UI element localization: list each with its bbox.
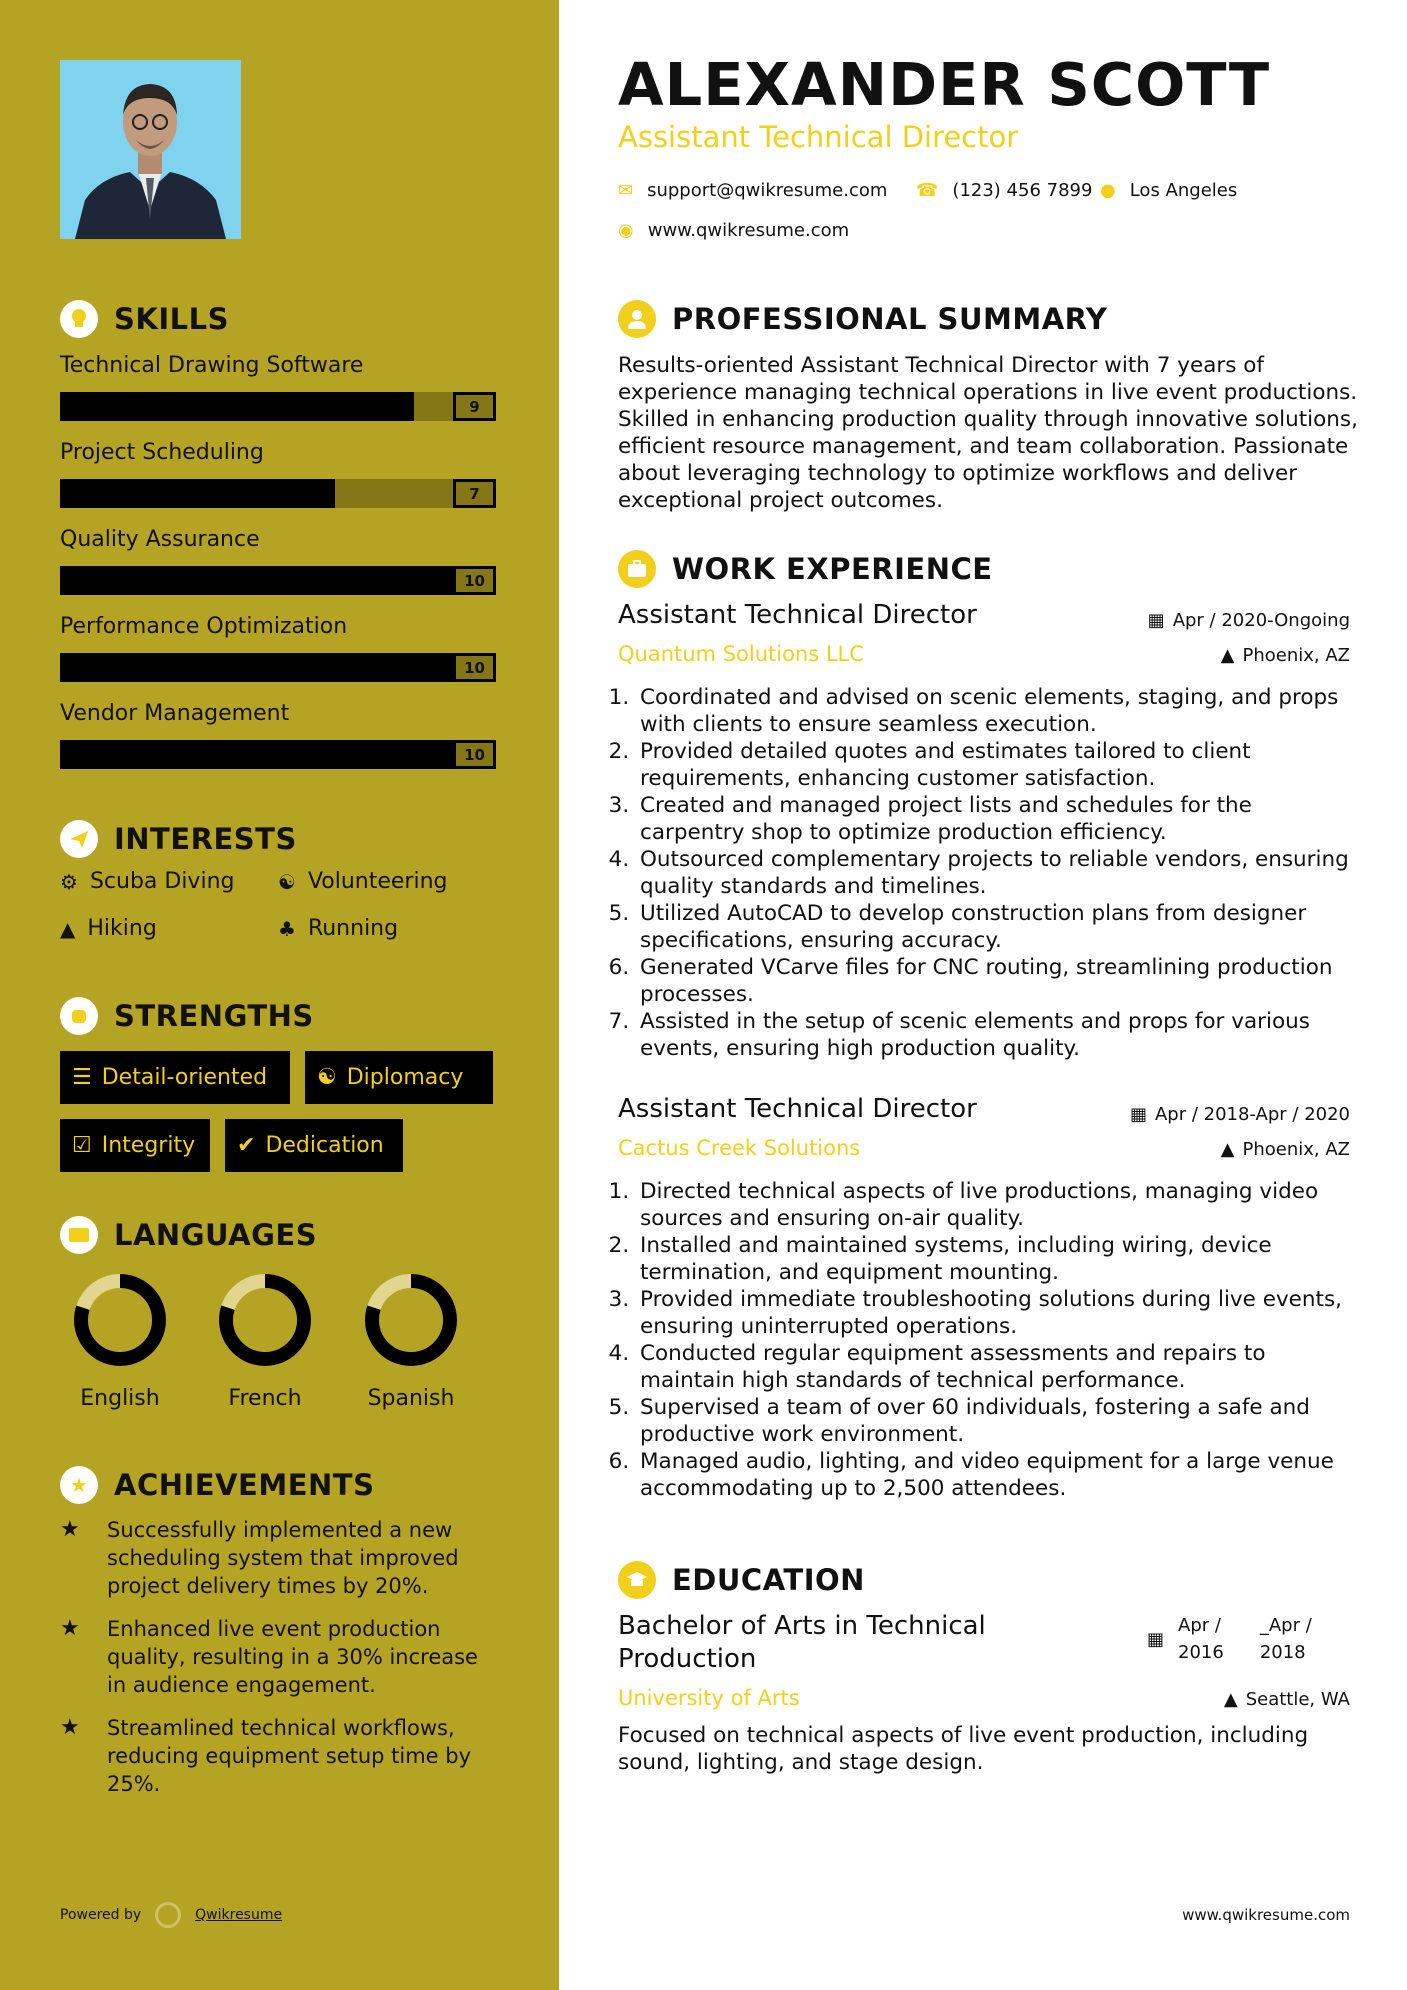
job-bullet: 7. Assisted in the setup of scenic elements and props for various events, ensuring high production quality. [636,1008,1352,1062]
job-bullet: 1. Directed technical aspects of live productions, managing video sources and ensuring on-air quality. [636,1178,1352,1232]
skill-bar-fill [60,740,453,769]
skill-bar [60,479,496,508]
interest-label: Running [307,916,399,941]
job-bullet: 1. Coordinated and advised on scenic elements, staging, and props with clients to ensure seamless execution. [636,684,1352,738]
globe-icon: ◉ [618,220,634,241]
star-icon: ★ [60,1616,80,1641]
achievement-item [60,1615,500,1699]
skill-bar-fill [60,392,414,421]
job-title: Assistant Technical Director [618,600,977,630]
job-bullet: 3. Provided immediate troubleshooting solutions during live events, ensuring uninterrupted operations. [636,1286,1352,1340]
achievement-item [60,1714,500,1798]
education-location-text: Seattle, WA [1245,1689,1350,1710]
language-item [50,1270,190,1411]
job-location [1221,1139,1350,1160]
edu-start-year: 2016 [1178,1642,1224,1663]
strength-tag [305,1051,493,1104]
degree-line-2: Production [618,1644,757,1674]
achievement-text: Successfully implemented a new scheduling system that improved project delivery times by 20%. [107,1518,459,1598]
paper-plane-icon [60,820,98,858]
edu-end-month: _Apr / [1259,1615,1312,1636]
experience-title: WORK EXPERIENCE [672,552,993,586]
footer-website[interactable]: www.qwikresume.com [1182,1906,1350,1924]
job-bullet: 6. Managed audio, lighting, and video equipment for a large venue accommodating up to 2,500 attendees. [636,1448,1352,1502]
achievement-text: Enhanced live event production quality, resulting in a 30% increase in audience engagement. [107,1617,478,1697]
interest-label: Hiking [87,916,157,941]
qwikresume-link[interactable]: Qwikresume [195,1907,283,1923]
envelope-icon: ✉ [618,180,634,201]
candidate-role: Assistant Technical Director [618,120,1019,154]
language-ring [361,1270,461,1370]
interest-item [278,869,448,894]
contact-phone[interactable] [916,180,1092,201]
skill-score: 7 [453,479,496,508]
edu-end-year: 2018 [1259,1642,1306,1663]
handshake-icon: ☯ [278,869,296,894]
contact-location [1100,180,1237,201]
job-company: Quantum Solutions LLC [618,642,864,666]
pin-icon: ▲ [1220,645,1235,666]
language-ring [70,1270,170,1370]
skill-bar-fill [60,566,453,595]
job-bullets [612,1178,1352,1502]
star-badge-icon: ★ [60,1466,98,1504]
skills-heading [60,300,229,338]
skill-bar [60,740,496,769]
job-bullet: 4. Conducted regular equipment assessments and repairs to maintain high standards of technical performance. [636,1340,1352,1394]
language-label: French [228,1386,302,1411]
education-location [1224,1689,1350,1710]
pin-icon: ▲ [1220,1139,1235,1160]
strengths-heading [60,997,314,1035]
language-item [195,1270,335,1411]
map-pin-icon: ● [1100,180,1116,201]
website-text: www.qwikresume.com [647,220,850,241]
summary-heading [618,300,1107,338]
phone-text: (123) 456 7899 [952,180,1093,201]
pin-icon: ▲ [1223,1689,1238,1710]
education-heading [618,1561,865,1599]
achievement-text: Streamlined technical workflows, reducing equipment setup time by 25%. [107,1716,472,1796]
user-icon [618,300,656,338]
skill-bar-fill [60,479,335,508]
check-square-icon: ☑ [72,1133,92,1158]
check-circle-icon: ✔ [237,1133,256,1158]
location-text: Los Angeles [1129,180,1238,201]
job-bullet: 3. Created and managed project lists and schedules for the carpentry shop to optimize production efficiency. [636,792,1352,846]
job-location [1221,645,1350,666]
language-item [341,1270,481,1411]
job-location-text: Phoenix, AZ [1242,645,1350,666]
job-date [1148,610,1350,631]
strength-tag [60,1051,290,1104]
calendar-icon: ▦ [1129,1104,1147,1125]
calendar-icon: ▦ [1147,610,1165,631]
skill-bar-fill [60,653,453,682]
achievements-heading [60,1466,374,1504]
job-date-text: Apr / 2018-Apr / 2020 [1154,1104,1350,1125]
star-icon: ★ [60,1517,80,1542]
profile-photo [60,60,241,239]
phone-icon: ☎ [916,180,939,201]
skill-score: 9 [453,392,496,421]
contact-email[interactable] [618,180,887,201]
email-text: support@qwikresume.com [647,180,888,201]
briefcase-icon [618,550,656,588]
degree-line-1: Bachelor of Arts in Technical [618,1611,986,1641]
skill-label: Vendor Management [60,701,290,726]
strengths-title: STRENGTHS [114,999,314,1033]
skills-title: SKILLS [114,302,229,336]
job-company: Cactus Creek Solutions [618,1136,861,1160]
job-title: Assistant Technical Director [618,1094,977,1124]
lightbulb-icon [60,300,98,338]
fist-icon [60,997,98,1035]
job-bullet: 2. Provided detailed quotes and estimates tailored to client requirements, enhancing customer satisfaction. [636,738,1352,792]
calendar-icon: ▦ [1147,1628,1165,1650]
interest-item [278,916,398,941]
interests-heading [60,820,297,858]
summary-text: Results-oriented Assistant Technical Director with 7 years of experience managing technical operations in live event productions. Skilled in enhancing production quality through innovative solutions, efficient resource management, and team collaboration. Passionate about leveraging technology to optimize workflows and deliver exceptional project outcomes. [618,353,1358,513]
strength-label: Integrity [101,1133,196,1158]
interests-title: INTERESTS [114,822,297,856]
job-bullet: 5. Utilized AutoCAD to develop construction plans from designer specifications, ensuring accuracy. [636,900,1352,954]
job-bullet: 2. Installed and maintained systems, including wiring, device termination, and equipment mounting. [636,1232,1352,1286]
skill-bar [60,653,496,682]
strength-label: Diplomacy [346,1065,464,1090]
summary-title: PROFESSIONAL SUMMARY [672,302,1108,336]
job-bullet: 5. Supervised a team of over 60 individuals, fostering a safe and productive work environment. [636,1394,1352,1448]
degree-title [618,1610,986,1676]
qwikresume-logo-icon [155,1902,181,1928]
language-ring [215,1270,315,1370]
education-date [1147,1612,1312,1666]
languages-title: LANGUAGES [114,1218,318,1252]
skill-score: 10 [453,740,496,769]
language-icon [60,1216,98,1254]
paw-icon: ♣ [278,916,296,941]
education-school: University of Arts [618,1686,800,1710]
strength-tag [60,1119,210,1172]
language-label: English [80,1386,160,1411]
powered-by [60,1902,282,1928]
powered-by-label: Powered by [60,1907,142,1923]
interest-item [60,916,157,941]
skill-score: 10 [453,653,496,682]
contact-website[interactable] [618,220,849,241]
interest-label: Volunteering [307,869,448,894]
skill-bar [60,566,496,595]
candidate-name: ALEXANDER SCOTT [618,50,1271,119]
job-bullet: 6. Generated VCarve files for CNC routing, streamlining production processes. [636,954,1352,1008]
skill-label: Technical Drawing Software [60,353,364,378]
scuba-icon: ⚙ [60,869,78,894]
list-icon: ☰ [72,1065,92,1090]
skill-label: Project Scheduling [60,440,264,465]
education-text: Focused on technical aspects of live event production, including sound, lighting, and stage design. [618,1723,1309,1775]
interest-item [60,869,234,894]
job-bullet: 4. Outsourced complementary projects to reliable vendors, ensuring quality standards and timelines. [636,846,1352,900]
interest-label: Scuba Diving [89,869,235,894]
languages-heading [60,1216,317,1254]
star-icon: ★ [60,1715,80,1740]
education-title: EDUCATION [672,1563,865,1597]
job-bullets [612,684,1352,1062]
job-date-text: Apr / 2020-Ongoing [1172,610,1350,631]
skill-bar [60,392,496,421]
achievement-item [60,1516,500,1600]
strength-tag [225,1119,403,1172]
edu-start-month: Apr / [1178,1615,1221,1636]
graduation-icon [618,1561,656,1599]
strength-label: Detail-oriented [101,1065,268,1090]
skill-label: Quality Assurance [60,527,260,552]
skill-label: Performance Optimization [60,614,348,639]
skill-score: 10 [453,566,496,595]
handshake-icon: ☯ [317,1065,337,1090]
strength-label: Dedication [265,1133,384,1158]
job-date [1130,1104,1350,1125]
tree-icon: ▲ [60,916,76,941]
language-label: Spanish [367,1386,455,1411]
sidebar [0,0,559,1990]
job-location-text: Phoenix, AZ [1242,1139,1350,1160]
experience-heading [618,550,993,588]
achievements-title: ACHIEVEMENTS [114,1468,375,1502]
